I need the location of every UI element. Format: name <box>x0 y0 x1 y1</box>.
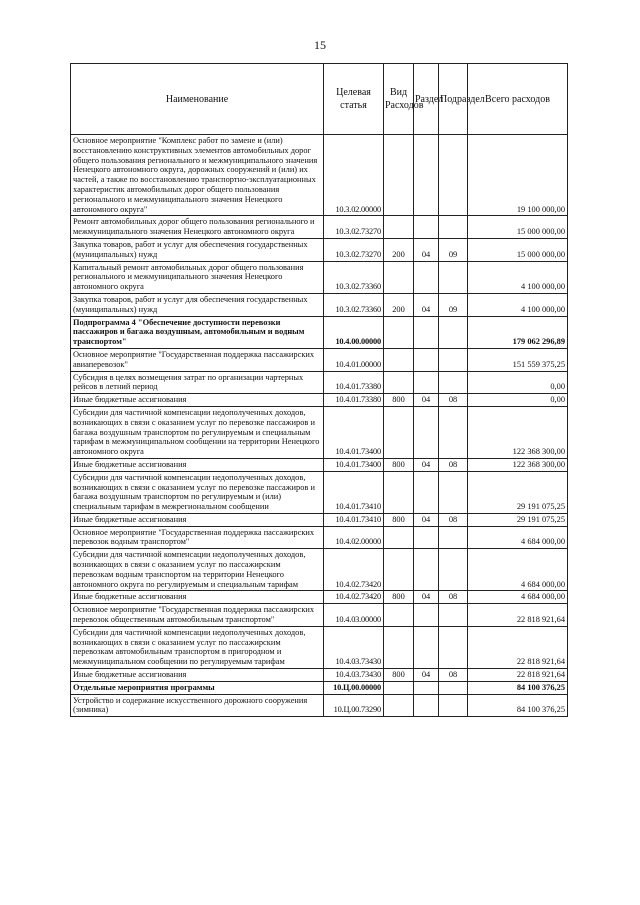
row-expense-type <box>384 261 414 293</box>
row-name: Основное мероприятие "Государственная поддержка пассажирских перевозок общественным автомобильным транспортом" <box>71 604 324 627</box>
row-code: 10.4.01.73380 <box>324 394 384 407</box>
row-section <box>414 406 439 458</box>
row-total: 4 100 000,00 <box>468 293 568 316</box>
row-total: 4 684 000,00 <box>468 526 568 549</box>
row-subsection: 09 <box>439 238 468 261</box>
table-row <box>71 261 568 293</box>
table-row <box>71 371 568 394</box>
row-section: 04 <box>414 513 439 526</box>
row-total: 22 818 921,64 <box>468 626 568 668</box>
row-name: Основное мероприятие "Комплекс работ по замене и (или) восстановлению конструктивных элементов автомобильных дорог общего пользования регионального и межмуниципального значения Ненецкого автономного округа, дорожных сооружений и (или) их частей, а также по восстановлению транспортно-эксплуатационных характеристик автомобильных дорог общего пользования регионального и межмуниципального значения Ненецкого автономного округа" <box>71 135 324 216</box>
row-subsection <box>439 216 468 239</box>
row-expense-type <box>384 626 414 668</box>
table-row <box>71 694 568 717</box>
row-total: 0,00 <box>468 371 568 394</box>
row-code: 10.3.02.73270 <box>324 216 384 239</box>
row-subsection: 09 <box>439 293 468 316</box>
row-total: 15 000 000,00 <box>468 216 568 239</box>
row-name: Основное мероприятие "Государственная поддержка пассажирских авиаперевозок" <box>71 348 324 371</box>
row-expense-type: 200 <box>384 293 414 316</box>
row-code: 10.4.02.73420 <box>324 549 384 591</box>
row-total: 122 368 300,00 <box>468 406 568 458</box>
table-row <box>71 626 568 668</box>
table-row <box>71 471 568 513</box>
row-total: 151 559 375,25 <box>468 348 568 371</box>
row-name: Субсидии для частичной компенсации недополученных доходов, возникающих в связи с оказанием услуг по пассажирским перевозкам автомобильным транспортом в пригородном и межмуниципальном сообщении по регулируемым тарифам <box>71 626 324 668</box>
row-section <box>414 348 439 371</box>
row-subsection: 08 <box>439 591 468 604</box>
table-row <box>71 604 568 627</box>
row-section <box>414 316 439 348</box>
row-subsection <box>439 604 468 627</box>
row-name: Иные бюджетные ассигнования <box>71 669 324 682</box>
row-expense-type <box>384 526 414 549</box>
table-row <box>71 549 568 591</box>
row-total: 4 684 000,00 <box>468 549 568 591</box>
row-total: 29 191 075,25 <box>468 513 568 526</box>
row-code: 10.3.02.73270 <box>324 238 384 261</box>
row-code: 10.4.03.00000 <box>324 604 384 627</box>
row-expense-type: 800 <box>384 591 414 604</box>
row-name: Основное мероприятие "Государственная поддержка пассажирских перевозок водным транспортом" <box>71 526 324 549</box>
row-code: 10.Ц.00.73290 <box>324 694 384 717</box>
row-section: 04 <box>414 394 439 407</box>
page-number: 15 <box>314 38 326 52</box>
row-code: 10.4.01.73400 <box>324 458 384 471</box>
budget-table <box>70 63 568 717</box>
row-subsection <box>439 406 468 458</box>
table-row <box>71 135 568 216</box>
row-total: 29 191 075,25 <box>468 471 568 513</box>
table-row <box>71 681 568 694</box>
row-expense-type <box>384 348 414 371</box>
table-row <box>71 458 568 471</box>
row-subsection: 08 <box>439 513 468 526</box>
row-name: Подпрограмма 4 "Обеспечение доступности перевозки пассажиров и багажа воздушным, автомобильным и водным транспортом" <box>71 316 324 348</box>
row-code: 10.4.03.73430 <box>324 626 384 668</box>
table-row <box>71 238 568 261</box>
row-name: Закупка товаров, работ и услуг для обеспечения государственных (муниципальных) нужд <box>71 293 324 316</box>
table-header-row <box>71 64 568 135</box>
row-code: 10.4.01.73410 <box>324 513 384 526</box>
row-section <box>414 135 439 216</box>
row-expense-type: 800 <box>384 669 414 682</box>
header-expense-type: Вид Расходов <box>384 64 414 135</box>
row-subsection: 08 <box>439 669 468 682</box>
row-expense-type <box>384 316 414 348</box>
table-row <box>71 513 568 526</box>
row-expense-type <box>384 135 414 216</box>
row-code: 10.Ц.00.00000 <box>324 681 384 694</box>
row-expense-type <box>384 694 414 717</box>
row-expense-type: 800 <box>384 458 414 471</box>
row-subsection <box>439 471 468 513</box>
row-name: Отдельные мероприятия программы <box>71 681 324 694</box>
row-name: Иные бюджетные ассигнования <box>71 591 324 604</box>
row-code: 10.4.01.73380 <box>324 371 384 394</box>
row-subsection <box>439 135 468 216</box>
row-subsection <box>439 371 468 394</box>
row-total: 4 684 000,00 <box>468 591 568 604</box>
row-expense-type <box>384 604 414 627</box>
table-row <box>71 406 568 458</box>
row-section <box>414 681 439 694</box>
row-total: 84 100 376,25 <box>468 681 568 694</box>
row-section <box>414 549 439 591</box>
row-expense-type <box>384 549 414 591</box>
row-code: 10.4.00.00000 <box>324 316 384 348</box>
row-name: Закупка товаров, работ и услуг для обеспечения государственных (муниципальных) нужд <box>71 238 324 261</box>
row-section <box>414 604 439 627</box>
table-row <box>71 591 568 604</box>
row-subsection <box>439 526 468 549</box>
header-subsection: Подраздел <box>439 64 468 135</box>
row-subsection: 08 <box>439 394 468 407</box>
row-name: Субсидии для частичной компенсации недополученных доходов, возникающих в связи с оказанием услуг по перевозке пассажиров и багажа воздушным транспортом по регулируемым и специальным тарифам в межмуниципальном сообщении на территории Ненецкого автономного округа <box>71 406 324 458</box>
row-subsection <box>439 694 468 717</box>
row-total: 19 100 000,00 <box>468 135 568 216</box>
row-section: 04 <box>414 238 439 261</box>
row-subsection <box>439 626 468 668</box>
table-row <box>71 526 568 549</box>
row-total: 179 062 296,89 <box>468 316 568 348</box>
row-section <box>414 694 439 717</box>
row-expense-type <box>384 216 414 239</box>
row-total: 22 818 921,64 <box>468 604 568 627</box>
row-code: 10.4.01.73410 <box>324 471 384 513</box>
row-expense-type: 200 <box>384 238 414 261</box>
table-row <box>71 669 568 682</box>
row-section <box>414 626 439 668</box>
row-expense-type: 800 <box>384 394 414 407</box>
header-section: Раздел <box>414 64 439 135</box>
row-name: Субсидии для частичной компенсации недополученных доходов, возникающих в связи с оказанием услуг по пассажирским перевозкам водным транспортом на территории Ненецкого автономного округа по регулируемым и специальным тарифам <box>71 549 324 591</box>
row-name: Субсидии для частичной компенсации недополученных доходов, возникающих в связи с оказанием услуг по перевозке пассажиров и багажа воздушным транспортом по регулируемым и (или) специальным тарифам в межрегиональном сообщении <box>71 471 324 513</box>
row-code: 10.4.01.73400 <box>324 406 384 458</box>
row-name: Иные бюджетные ассигнования <box>71 513 324 526</box>
table-row <box>71 394 568 407</box>
row-name: Капитальный ремонт автомобильных дорог общего пользования регионального и межмуниципального значения Ненецкого автономного округа <box>71 261 324 293</box>
row-subsection <box>439 549 468 591</box>
row-subsection: 08 <box>439 458 468 471</box>
row-section <box>414 471 439 513</box>
row-code: 10.3.02.73360 <box>324 261 384 293</box>
table-row <box>71 316 568 348</box>
row-total: 122 368 300,00 <box>468 458 568 471</box>
row-subsection <box>439 261 468 293</box>
row-subsection <box>439 681 468 694</box>
row-code: 10.3.02.00000 <box>324 135 384 216</box>
row-total: 0,00 <box>468 394 568 407</box>
row-code: 10.4.02.00000 <box>324 526 384 549</box>
header-name: Наименование <box>71 64 324 135</box>
row-code: 10.4.02.73420 <box>324 591 384 604</box>
row-code: 10.4.03.73430 <box>324 669 384 682</box>
row-total: 22 818 921,64 <box>468 669 568 682</box>
row-name: Иные бюджетные ассигнования <box>71 394 324 407</box>
table-row <box>71 293 568 316</box>
row-total: 15 000 000,00 <box>468 238 568 261</box>
row-subsection <box>439 348 468 371</box>
row-section: 04 <box>414 591 439 604</box>
header-target-article: Целевая статья <box>324 64 384 135</box>
row-expense-type <box>384 406 414 458</box>
row-subsection <box>439 316 468 348</box>
row-section <box>414 261 439 293</box>
row-code: 10.3.02.73360 <box>324 293 384 316</box>
row-expense-type <box>384 471 414 513</box>
row-expense-type <box>384 681 414 694</box>
row-expense-type: 800 <box>384 513 414 526</box>
row-code: 10.4.01.00000 <box>324 348 384 371</box>
row-name: Субсидия в целях возмещения затрат по организации чартерных рейсов в летний период <box>71 371 324 394</box>
header-total: Всего расходов <box>468 64 568 135</box>
row-section <box>414 216 439 239</box>
table-row <box>71 348 568 371</box>
row-name: Устройство и содержание искусственного дорожного сооружения (зимника) <box>71 694 324 717</box>
row-section: 04 <box>414 458 439 471</box>
row-section: 04 <box>414 293 439 316</box>
row-expense-type <box>384 371 414 394</box>
row-total: 4 100 000,00 <box>468 261 568 293</box>
row-section <box>414 526 439 549</box>
table-row <box>71 216 568 239</box>
row-section <box>414 371 439 394</box>
row-total: 84 100 376,25 <box>468 694 568 717</box>
row-name: Ремонт автомобильных дорог общего пользования регионального и межмуниципального значения Ненецкого автономного округа <box>71 216 324 239</box>
row-name: Иные бюджетные ассигнования <box>71 458 324 471</box>
row-section: 04 <box>414 669 439 682</box>
